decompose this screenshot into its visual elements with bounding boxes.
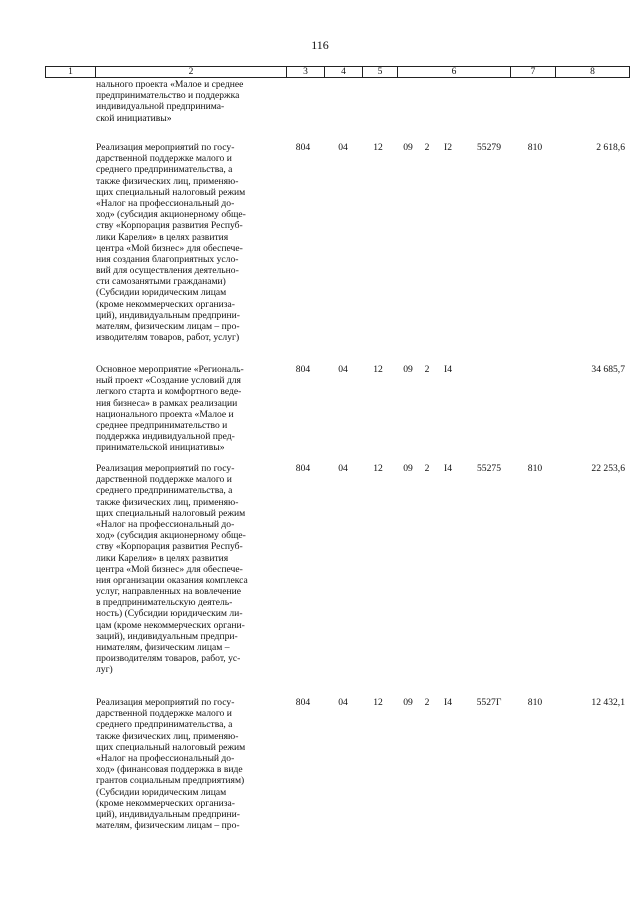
description-line: центра «Мой бизнес» для обеспече- — [96, 242, 243, 254]
header-col-1: 1 — [46, 67, 96, 77]
description-line: услуг, направленных на вовлечение — [96, 586, 241, 598]
description-line: изводителям товаров, работ, услуг) — [96, 332, 240, 344]
cell-col-8-amount: 12 432,1 — [591, 697, 625, 708]
description-line: национального проекта «Малое и — [96, 408, 234, 420]
description-line: также физических лиц, применяю- — [96, 496, 239, 508]
table-header-row — [45, 66, 630, 78]
description-line: индивидуальной предпринима- — [96, 101, 225, 113]
cell-col-3: 804 — [295, 463, 311, 474]
cell-col-6-project: I4 — [444, 364, 452, 375]
cell-col-6-code: 55279 — [477, 142, 501, 153]
description-line: нального проекта «Малое и среднее — [96, 79, 244, 90]
cell-col-3: 804 — [295, 697, 311, 708]
description-line: среднего предпринимательства, а — [96, 719, 233, 731]
description-line: вий для осуществления деятельно- — [96, 265, 239, 277]
cell-col-3: 804 — [295, 142, 311, 153]
description-line: дарственной поддержке малого и — [96, 474, 232, 486]
cell-col-7: 810 — [527, 142, 543, 153]
description-line: Реализация мероприятий по госу- — [96, 697, 235, 708]
cell-col-6-subprogram: 2 — [424, 142, 430, 153]
description-line: грантов социальным предприятиям) — [96, 775, 245, 787]
description-line: также физических лиц, применяю- — [96, 175, 239, 187]
description-line: заций), индивидуальным предпри- — [96, 630, 238, 642]
description-line: ход» (субсидия акционерному обще- — [96, 530, 246, 542]
cell-col-5: 12 — [373, 463, 383, 474]
description-line: легкого старта и комфортного веде- — [96, 386, 242, 398]
cell-col-5: 12 — [373, 142, 383, 153]
description-line: цам (кроме некоммерческих органи- — [96, 619, 245, 631]
cell-col-7: 810 — [527, 697, 543, 708]
header-col-2: 2 — [96, 67, 287, 77]
description-line: «Налог на профессиональный до- — [96, 518, 235, 530]
row-description — [96, 463, 271, 676]
description-line: дарственной поддержке малого и — [96, 153, 232, 165]
description-line: ций), индивидуальным предприни- — [96, 309, 240, 321]
description-line: (кроме некоммерческих организа- — [96, 298, 236, 310]
cell-col-6-program: 09 — [403, 697, 413, 708]
description-line: ской инициативы» — [96, 112, 172, 124]
cell-col-7: 810 — [527, 463, 543, 474]
header-col-4: 4 — [325, 67, 363, 77]
cell-col-6-subprogram: 2 — [424, 364, 430, 375]
description-line: мателям, физическим лицам – про- — [96, 820, 240, 832]
description-line: сти самозанятыми гражданами) — [96, 276, 226, 288]
description-line: ству «Корпорация развития Респуб- — [96, 220, 243, 232]
cell-col-8-amount: 22 253,6 — [591, 463, 625, 474]
description-line: ству «Корпорация развития Респуб- — [96, 541, 243, 553]
row-description — [96, 364, 271, 454]
cell-col-6-code: 55275 — [477, 463, 501, 474]
cell-col-6-program: 09 — [403, 364, 413, 375]
cell-col-4: 04 — [338, 697, 348, 708]
description-line: ход» (финансовая поддержка в виде — [96, 764, 243, 776]
description-line: ход» (субсидия акционерному обще- — [96, 209, 246, 221]
cell-col-5: 12 — [373, 697, 383, 708]
description-line: «Налог на профессиональный до- — [96, 197, 235, 209]
description-line: ный проект «Создание условий для — [96, 375, 241, 387]
page-number: 116 — [311, 38, 329, 52]
description-line: также физических лиц, применяю- — [96, 730, 239, 742]
description-line: среднего предпринимательства, а — [96, 164, 233, 176]
row-description — [96, 142, 271, 343]
description-line: (кроме некоммерческих организа- — [96, 797, 236, 809]
cell-col-6-code: 5527Г — [476, 697, 502, 708]
description-line: в предпринимательскую деятель- — [96, 597, 233, 609]
description-line: ния организации оказания комплекса — [96, 574, 248, 586]
description-line: ций), индивидуальным предприни- — [96, 808, 240, 820]
description-line: дарственной поддержке малого и — [96, 708, 232, 720]
description-line: среднее предпринимательство и — [96, 419, 228, 431]
row-description — [96, 697, 271, 831]
description-line: луг) — [96, 664, 113, 676]
cell-col-6-subprogram: 2 — [424, 697, 430, 708]
description-line: поддержка индивидуальной пред- — [96, 431, 235, 443]
description-line: (Субсидии юридическим лицам — [96, 786, 227, 798]
description-line: ния создания благоприятных усло- — [96, 253, 239, 265]
description-line: ния бизнеса» в рамках реализации — [96, 397, 238, 409]
description-line: мателям, физическим лицам – про- — [96, 321, 240, 332]
description-line: «Налог на профессиональный до- — [96, 752, 235, 764]
description-line: нимателям, физическим лицам – — [96, 642, 230, 653]
header-col-6: 6 — [398, 67, 511, 77]
description-line: производителям товаров, работ, ус- — [96, 653, 241, 665]
header-col-7: 7 — [511, 67, 556, 77]
cell-col-6-program: 09 — [403, 463, 413, 474]
description-line: лики Карелия» в целях развития — [96, 552, 229, 564]
cell-col-4: 04 — [338, 364, 348, 375]
budget-table — [45, 66, 630, 832]
description-line: щих специальный налоговый режим — [96, 507, 246, 519]
cell-col-6-project: I4 — [444, 463, 452, 474]
description-line: центра «Мой бизнес» для обеспече- — [96, 563, 243, 575]
description-line: ность) (Субсидии юридическим ли- — [96, 608, 243, 620]
description-line: Реализация мероприятий по госу- — [96, 463, 235, 474]
description-line: щих специальный налоговый режим — [96, 741, 246, 753]
description-line: лики Карелия» в целях развития — [96, 231, 229, 243]
cell-col-5: 12 — [373, 364, 383, 375]
cell-col-6-project: I4 — [444, 697, 452, 708]
description-line: среднего предпринимательства, а — [96, 485, 233, 497]
description-line: Реализация мероприятий по госу- — [96, 142, 235, 153]
header-col-5: 5 — [363, 67, 398, 77]
continuation-description — [96, 79, 271, 124]
cell-col-6-program: 09 — [403, 142, 413, 153]
header-col-8: 8 — [590, 67, 595, 77]
cell-col-4: 04 — [338, 463, 348, 474]
description-line: (Субсидии юридическим лицам — [96, 287, 227, 299]
cell-col-3: 804 — [295, 364, 311, 375]
cell-col-8-amount: 2 618,6 — [596, 142, 625, 153]
cell-col-4: 04 — [338, 142, 348, 153]
cell-col-6-subprogram: 2 — [424, 463, 430, 474]
cell-col-8-amount: 34 685,7 — [591, 364, 625, 375]
description-line: принимательской инициативы» — [96, 442, 225, 454]
description-line: щих специальный налоговый режим — [96, 186, 246, 198]
description-line: Основное мероприятие «Региональ- — [96, 364, 244, 375]
header-col-3: 3 — [287, 67, 325, 77]
cell-col-6-project: I2 — [444, 142, 452, 153]
description-line: предпринимательство и поддержка — [96, 90, 240, 102]
